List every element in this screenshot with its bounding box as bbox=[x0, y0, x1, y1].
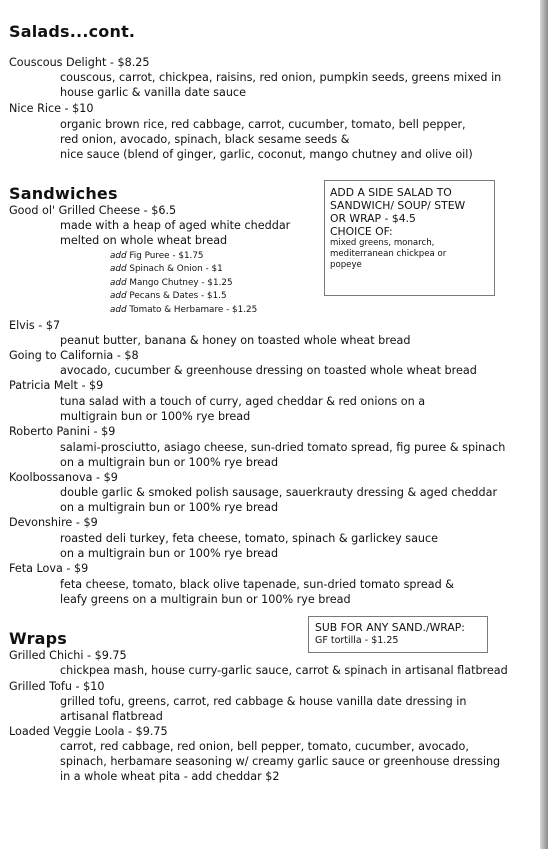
section-heading-wraps: Wraps bbox=[9, 629, 68, 648]
side-salad-line: ADD A SIDE SALAD TO bbox=[330, 186, 452, 199]
side-salad-choice: mixed greens, monarch, bbox=[330, 238, 435, 248]
item-desc-line: feta cheese, tomato, black olive tapenade, sun-dried tomato spread & bbox=[60, 578, 454, 591]
side-salad-choice: mediterranean chickpea or bbox=[330, 249, 447, 259]
item-title-couscous-delight: Couscous Delight - $8.25 bbox=[9, 56, 150, 69]
item-desc-line: chickpea mash, house curry-garlic sauce, carrot & spinach in artisanal flatbread bbox=[60, 664, 508, 677]
addon-item: add Spinach & Onion - $1 bbox=[110, 264, 223, 274]
gf-tortilla-box bbox=[308, 616, 488, 653]
item-desc-line: grilled tofu, greens, carrot, red cabbage & house vanilla date dressing in bbox=[60, 695, 467, 708]
item-desc-line: tuna salad with a touch of curry, aged cheddar & red onions on a bbox=[60, 395, 426, 408]
item-desc-line: house garlic & vanilla date sauce bbox=[60, 86, 246, 99]
item-desc-line: leafy greens on a multigrain bun or 100% rye bread bbox=[60, 593, 351, 606]
page-edge-shadow bbox=[540, 0, 548, 849]
section-heading-salads: Salads...cont. bbox=[9, 22, 136, 41]
addon-item: add Fig Puree - $1.75 bbox=[110, 251, 204, 261]
item-desc-line: salami-prosciutto, asiago cheese, sun-dried tomato spread, fig puree & spinach bbox=[60, 441, 506, 454]
item-title-roberto-panini: Roberto Panini - $9 bbox=[9, 425, 116, 438]
item-title-grilled-cheese: Good ol' Grilled Cheese - $6.5 bbox=[9, 204, 177, 217]
addon-item: add Pecans & Dates - $1.5 bbox=[110, 291, 227, 301]
item-title-elvis: Elvis - $7 bbox=[9, 319, 61, 332]
addon-item: add Mango Chutney - $1.25 bbox=[110, 278, 233, 288]
item-title-patricia-melt: Patricia Melt - $9 bbox=[9, 379, 104, 392]
item-desc-line: melted on whole wheat bread bbox=[60, 234, 228, 247]
item-title-grilled-chichi: Grilled Chichi - $9.75 bbox=[9, 649, 127, 662]
item-title-going-to-california: Going to California - $8 bbox=[9, 349, 139, 362]
item-desc-line: on a multigrain bun or 100% rye bread bbox=[60, 547, 279, 560]
item-desc-line: multigrain bun or 100% rye bread bbox=[60, 410, 251, 423]
side-salad-line: OR WRAP - $4.5 bbox=[330, 212, 416, 225]
item-desc-line: carrot, red cabbage, red onion, bell pepper, tomato, cucumber, avocado, bbox=[60, 740, 469, 753]
side-salad-line: SANDWICH/ SOUP/ STEW bbox=[330, 199, 466, 212]
item-desc-line: in a whole wheat pita - add cheddar $2 bbox=[60, 770, 280, 783]
item-title-koolbossanova: Koolbossanova - $9 bbox=[9, 471, 118, 484]
side-salad-box bbox=[324, 180, 495, 296]
item-title-grilled-tofu: Grilled Tofu - $10 bbox=[9, 680, 105, 693]
item-desc-line: artisanal flatbread bbox=[60, 710, 163, 723]
item-title-devonshire: Devonshire - $9 bbox=[9, 516, 98, 529]
item-desc-line: red onion, avocado, spinach, black sesame seeds & bbox=[60, 133, 350, 146]
addon-item: add Tomato & Herbamare - $1.25 bbox=[110, 305, 258, 315]
side-salad-line: CHOICE OF: bbox=[330, 225, 393, 238]
item-desc-line: organic brown rice, red cabbage, carrot, cucumber, tomato, bell pepper, bbox=[60, 118, 466, 131]
item-desc-line: spinach, herbamare seasoning w/ creamy garlic sauce or greenhouse dressing bbox=[60, 755, 501, 768]
side-salad-choice: popeye bbox=[330, 260, 362, 270]
item-desc-line: avocado, cucumber & greenhouse dressing on toasted whole wheat bread bbox=[60, 364, 477, 377]
sub-box-detail: GF tortilla - $1.25 bbox=[315, 635, 399, 646]
sub-box-title: SUB FOR ANY SAND./WRAP: bbox=[315, 621, 465, 634]
item-desc-line: on a multigrain bun or 100% rye bread bbox=[60, 501, 279, 514]
item-desc-line: made with a heap of aged white cheddar bbox=[60, 219, 291, 232]
item-desc-line: peanut butter, banana & honey on toasted whole wheat bread bbox=[60, 334, 411, 347]
item-desc-line: nice sauce (blend of ginger, garlic, coconut, mango chutney and olive oil) bbox=[60, 148, 473, 161]
item-desc-line: double garlic & smoked polish sausage, sauerkrauty dressing & aged cheddar bbox=[60, 486, 498, 499]
item-title-loaded-veggie-loola: Loaded Veggie Loola - $9.75 bbox=[9, 725, 168, 738]
item-desc-line: roasted deli turkey, feta cheese, tomato, spinach & garlickey sauce bbox=[60, 532, 439, 545]
item-desc-line: couscous, carrot, chickpea, raisins, red onion, pumpkin seeds, greens mixed in bbox=[60, 71, 502, 84]
section-heading-sandwiches: Sandwiches bbox=[9, 184, 118, 203]
item-title-feta-lova: Feta Lova - $9 bbox=[9, 562, 89, 575]
item-desc-line: on a multigrain bun or 100% rye bread bbox=[60, 456, 279, 469]
item-title-nice-rice: Nice Rice - $10 bbox=[9, 102, 94, 115]
